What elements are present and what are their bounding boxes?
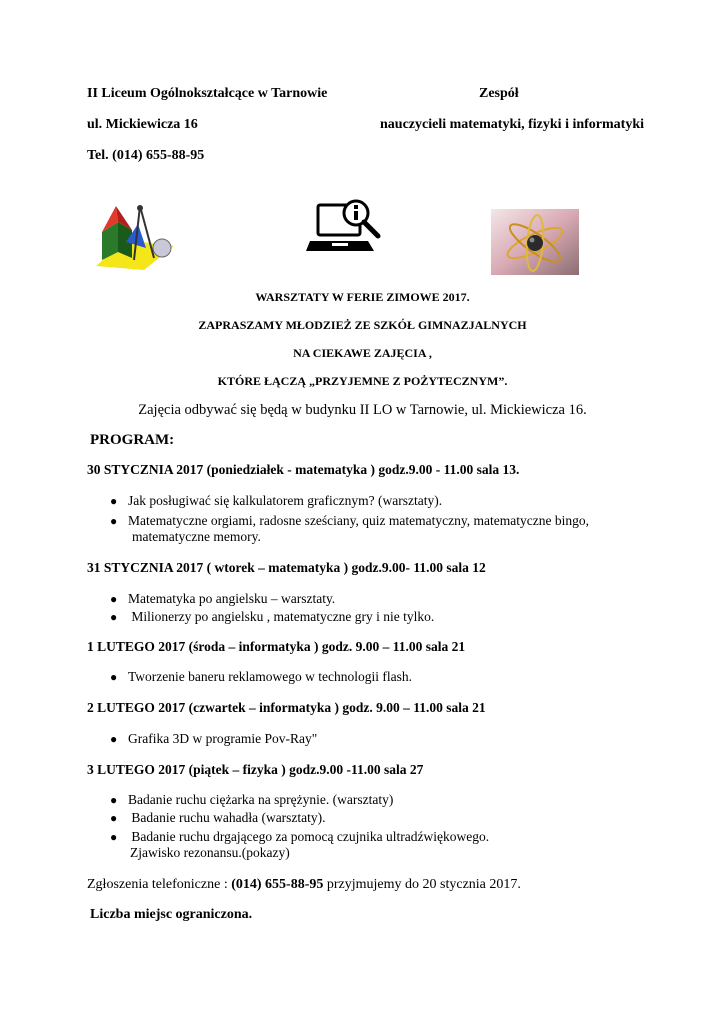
- registration-line: Zgłoszenia telefoniczne : (014) 655-88-95 przyjmujemy do 20 stycznia 2017.: [87, 877, 521, 892]
- bullet-icon: ●: [110, 670, 118, 684]
- bullet-icon: ●: [110, 610, 118, 624]
- registration-phone: (014) 655-88-95: [231, 877, 324, 892]
- list-item: ● Badanie ruchu drgającego za pomocą czujnika ultradźwiękowego. Zjawisko rezonansu.(pokazy): [110, 829, 490, 860]
- school-address: ul. Mickiewicza 16: [87, 117, 198, 132]
- school-phone: Tel. (014) 655-88-95: [87, 148, 205, 163]
- day-title: 2 LUTEGO 2017 (czwartek – informatyka ) godz. 9.00 – 11.00 sala 21: [87, 700, 486, 715]
- location-line: Zajęcia odbywać się będą w budynku II LO w Tarnowie, ul. Mickiewicza 16.: [138, 402, 587, 418]
- day-title: 3 LUTEGO 2017 (piątek – fizyka ) godz.9.00 -11.00 sala 27: [87, 762, 424, 777]
- day-title: 31 STYCZNIA 2017 ( wtorek – matematyka ) godz.9.00- 11.00 sala 12: [87, 560, 486, 575]
- bullet-icon: ●: [110, 793, 118, 807]
- bullet-icon: ●: [110, 830, 118, 844]
- team-title-line1: Zespół: [479, 86, 519, 101]
- list-item: ● Matematyczne orgiami, radosne sześciany, quiz matematyczny, matematyczne bingo, matematyczne memory.: [110, 513, 589, 544]
- bullet-icon: ●: [110, 732, 118, 746]
- atom-icon: [491, 209, 579, 275]
- list-item: ● Badanie ruchu wahadła (warsztaty).: [110, 810, 326, 825]
- intro-line-3: NA CIEKAWE ZAJĘCIA ,: [293, 346, 432, 360]
- intro-line-4: KTÓRE ŁĄCZĄ „PRZYJEMNE Z POŻYTECZNYM”.: [217, 374, 508, 388]
- list-item: ● Matematyka po angielsku – warsztaty.: [110, 591, 336, 606]
- geometry-shapes-icon: [96, 202, 178, 270]
- bullet-icon: ●: [110, 811, 118, 825]
- intro-line-1: WARSZTATY W FERIE ZIMOWE 2017.: [255, 290, 470, 304]
- school-name: II Liceum Ogólnokształcące w Tarnowie: [87, 86, 328, 101]
- list-item: ● Milionerzy po angielsku , matematyczne gry i nie tylko.: [110, 609, 435, 624]
- seats-limited-note: Liczba miejsc ograniczona.: [90, 907, 253, 922]
- day-title: 30 STYCZNIA 2017 (poniedziałek - matematyka ) godz.9.00 - 11.00 sala 13.: [87, 462, 520, 477]
- intro-line-2: ZAPRASZAMY MŁODZIEŻ ZE SZKÓŁ GIMNAZJALNYCH: [198, 318, 527, 332]
- bullet-icon: ●: [110, 494, 118, 508]
- list-item: ● Jak posługiwać się kalkulatorem graficznym? (warsztaty).: [110, 493, 443, 508]
- list-item: ● Grafika 3D w programie Pov-Ray": [110, 731, 318, 746]
- team-title-line2: nauczycieli matematyki, fizyki i informatyki: [380, 117, 645, 132]
- program-heading: PROGRAM:: [90, 432, 175, 448]
- bullet-icon: ●: [110, 514, 118, 528]
- bullet-icon: ●: [110, 592, 118, 606]
- list-item: ● Badanie ruchu ciężarka na sprężynie. (warsztaty): [110, 792, 394, 807]
- list-item: ● Tworzenie baneru reklamowego w technologii flash.: [110, 669, 412, 684]
- day-title: 1 LUTEGO 2017 (środa – informatyka ) godz. 9.00 – 11.00 sala 21: [87, 639, 466, 654]
- laptop-info-icon: [306, 197, 384, 255]
